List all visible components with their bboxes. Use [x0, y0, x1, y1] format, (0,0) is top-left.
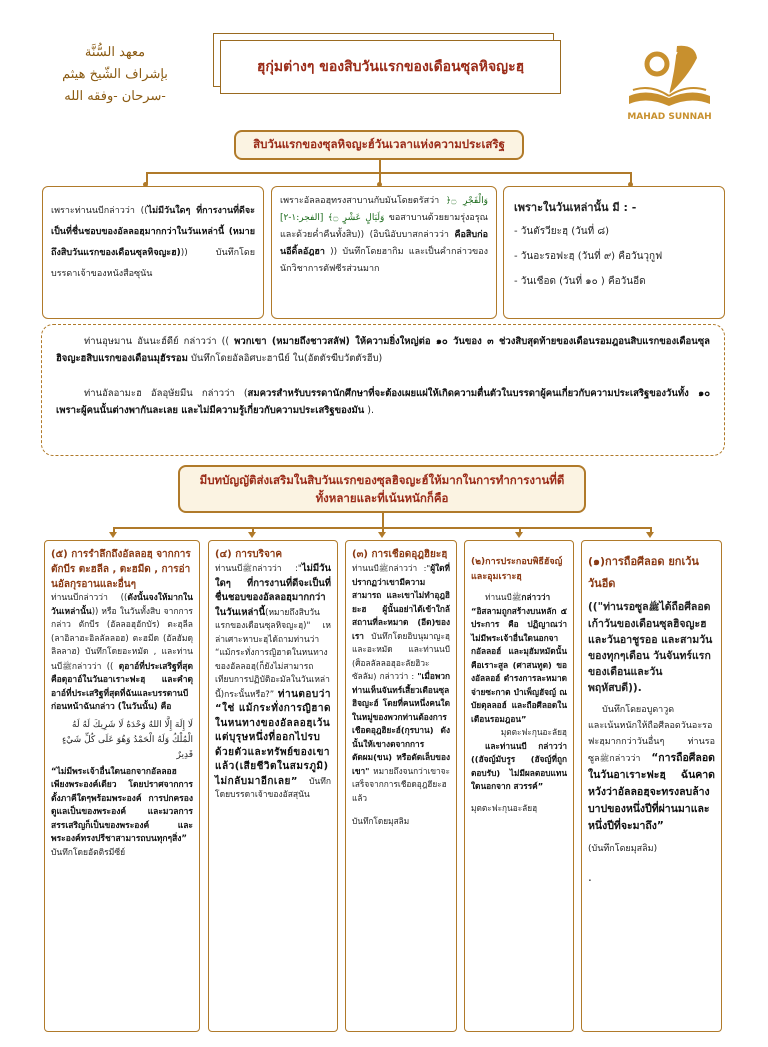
- reason-box-days: [503, 186, 725, 319]
- muslim-ref: (บันทึกโดยมุสลิม): [588, 844, 658, 854]
- reason-hadith-text: เพราะท่านนบีกล่าวว่า ((ไม่มีวันใดๆ ที่การงานที่ดีจะเป็นที่ชื่นชอบของอัลลอฮฺมากกว่าในวันเหล่านี้ (หมายถึงสิบวันแรกของเดือนซุลหิจญะฮ))) บันทึกโดยบรรดาเจ้าของหนังสือซุนัน: [51, 206, 256, 279]
- quran-verse: ﴿وَالْفَجْرِ ۝ وَلَيَالٍ عَشْرٍ ۝﴾ [الفجر:١-٢]: [280, 196, 488, 223]
- section2-heading-line2: ทั้งหลายและที่เน้นหนักก็คือ: [315, 491, 449, 505]
- practice-charity: [208, 540, 338, 1032]
- practice-charity-heading: (๔) การบริจาค: [215, 549, 283, 560]
- bukhari-muslim-ref: มุตตะฟะกุนอะลัยฮฺ: [471, 802, 538, 813]
- practice-hajj: [464, 540, 574, 1032]
- section1-heading: สิบวันแรกของซุลหิจญะฮ์วันเวลาแห่งความประเสริฐ: [234, 130, 524, 160]
- quote-uthaymeen: ท่านอัลอามะฮ อัลอุษัยมีน กล่าวว่า (สมควรสำหรับบรรดานักศึกษาที่จะต้องเผยแผ่ให้เกิดความตื่นตัวในบรรดาผู้คนเกี่ยวกับความประเสริฐของวันทั้ง ๑๐ เพราะผู้คนนั้นต่างพากันละเลย และไม่มีความรู้เกี่ยวกับความประเสริฐของมัน ).: [56, 388, 710, 416]
- section2-heading: [178, 465, 586, 513]
- days-title: เพราะในวันเหล่านั้น มี : -: [514, 201, 637, 214]
- tirmidhi-ref: บันทึกโดยอัตติรมีซีย์: [51, 847, 126, 858]
- salawat-icon: ﷺ: [62, 661, 72, 671]
- bukhari-muslim-ref: มุตตะฟะกุนอะลัยฮฺ: [500, 727, 567, 737]
- arabic-line-2: بإشراف الشّيخ هيثم: [62, 67, 168, 82]
- practice-dhikr-text: ท่านนบีกล่าวว่า ((ดังนั้นจงให้มากในวันเหล่านั้น)) หรือ ในวันทั้งสิบ จากการกล่าว ตักบีร (อัลลอฮุอักบัร) ตะฮฺลีล (ลาอิลาฮะอิลลัลลอฮ) ตะฮมีด (อัลฮัมดุลิลลาฮ) บันทึกโดยอะหมัด , และท่านนบีﷺกล่าวว่า (( ดุอาอ์ที่ประเสริฐที่สุดคือดุอาอ์ในวันอาเราะฟะฮฺ และคำดุอาอ์ที่ประเสริฐที่สุดที่ฉันและบรรดานบีก่อนหน้าฉันกล่าว (ในวันนั้น) คือ: [51, 593, 193, 712]
- practice-fasting: [581, 540, 722, 1032]
- end-dot: .: [588, 869, 592, 884]
- institute-name: [40, 42, 190, 108]
- practice-dhikr-heading: (๕) การรำลึกถึงอัลลอฮฺ จากการตักบีร ตะฮลีล , ตะฮมีด , การอ่านอัลกุรอานและอื่นๆ: [51, 549, 191, 590]
- salawat-icon: ﷺ: [378, 564, 389, 573]
- day-item: - วันตัรวียะฮฺ (วันที่ ๘): [514, 226, 609, 237]
- practice-udhiyah-text: ท่านนบีﷺกล่าวว่า :"ผู้ใดที่ปรากฏว่าเขามีความสามารถ และเขาไม่ทำอุฎฮิยะฮ ผู้นั้นอย่าได้เข้าใกล้สถานที่ละหมาด (อีด)ของเรา บันทึกโดยอิบนุมาญะฮฺและอะหมัด และท่านนบี (ศ็อลลัลลอฮุอะลัยฮิวะซัลลัม) กล่าวว่า : "เมื่อพวกท่านเห็นจันทร์เสี้ยวเดือนซุลฮิจญะฮ์ โดยที่คนหนึ่งคนใดในหมู่ของพวกท่านต้องการเชือดอุฎฮิยะฮ์(กุรบาน) ดังนั้นให้เขางดจากการตัดผม(ขน) หรือตัดเล็บของเขา" หมายถึงจนกว่าเขาจะเสร็จจากการเชือดอุฎฮียะฮแล้ว: [352, 563, 450, 803]
- arabic-line-1: معهد السُّنَّة: [84, 45, 146, 60]
- abu-dawud-ref: บันทึกโดยอบูดาวูด: [602, 705, 675, 715]
- hajj-mabrur: และท่านนบี กล่าวว่า ((ฮัจญ์มับรูร (ฮัจญ์ที่ถูกตอบรับ) ไม่มีผลตอบแทนใดนอกจาก สวรรค์”: [471, 740, 567, 791]
- practice-charity-text: ท่านนบีﷺกล่าวว่า :"ไม่มีวันใดๆ ที่การงานที่ดีจะเป็นที่ชื่นชอบของอัลลอฮฺมากกว่าในวันเหล่านี้(หมายถึงสิบวันแรกของเดือนซุลหิจญะฮฺ)" เหล่าเศาะหาบะฮฺได้ถามท่านว่า “แม้กระทั่งการญิฮาดในหนทางของอัลลอฮฺ(ก็ยังไม่สามารถเทียบการปฏิบัติอะมัลในวันเหล่านี้)กระนั้นหรือ?” ท่านตอบว่า “ใช่ แม้กระทั่งการญิฮาดในหนทางของอัลลอฮฺเว้นแต่บุรุษหนึ่งที่ออกไปรบด้วยตัวและทรัพย์ของเขาแล้ว(เสียชีวิตในสมรภูมิ) ไม่กลับมาอีกเลย” บันทึกโดยบรรดาเจ้าของอัสสุนัน: [215, 563, 331, 800]
- salawat-icon: ﷺ: [648, 603, 660, 613]
- practice-udhiyah: [345, 540, 457, 1032]
- salawat-icon: ﷺ: [511, 593, 522, 602]
- reason-box-hadith: [42, 186, 264, 319]
- logo-text: MAHAD SUNNAH: [627, 112, 712, 122]
- reason-box-oath: [271, 186, 497, 319]
- arafah-emphasis: และเน้นหนักให้ถือศีลอดวันอะรอฟะฮฺมากกว่าวันอื่นๆ ท่านรอซูลﷺกล่าวว่า “การถือศีลอดในวันอาเราะฟะฮฺ ฉันคาดหวังว่าอัลลอฮฺจะทรงลบล้างบาปของหนึ่งปีที่ผ่านมาและหนึ่งปีที่จะมาถึง”: [588, 721, 715, 832]
- tahlil-arabic: لَا إِلَهَ إِلَّا اللهُ وَحْدَهُ لَا شَرِيكَ لَهُ لَهُ الْمُلْكُ وَلَهُ الْحَمْدُ وَهُوَ عَلَى كُلِّ شَيْءٍ قَدِيرٌ: [61, 719, 193, 760]
- practice-hajj-text: ท่านนบีﷺกล่าวว่า “อิสลามถูกสร้างบนหลัก ๕ ประการ คือ ปฏิญาณว่า ไม่มีพระเจ้าอื่นใดนอกจากอัลลอฮ์ และมุฮัมหมัดนั้นคือเราะสูล (ศาสนทูต) ของอัลลอฮ์ ดำรงการละหมาด จ่ายซะกาต บำเพ็ญฮัจญ์ ณ บัยตุลลอฮ์ และถือศีลอดในเดือนรอมฎอน”: [471, 592, 567, 724]
- fasting-hadith: (("ท่านรอซูลﷺได้ถือศีลอดเก้าวันของเดือนซุลฮิจญะฮ และวันอาชูรออ และสามวันของทุกๆเดือน วันจันทร์แรกของเดือนและวันพฤหัสบดี)).: [588, 601, 713, 694]
- quote-uthman: ท่านอุษมาน อันนะฮ์ดีย์ กล่าวว่า (( พวกเขา (หมายถึงชาวสลัฟ) ให้ความยิ่งใหญ่ต่อ ๑๐ วันของ ๓ ช่วงสิบสุดท้ายของเดือนรอมฎอนสิบแรกของเดือนซุลฮิจญะฮสิบแรกของเดือนมุฮัรรอม บันทึกโดยอัลอิศบะฮานีย์ ใน(อัตตัรฆีบวัตตัรฮีบ): [56, 336, 711, 364]
- reason-oath-text: เพราะอัลลอฮฺทรงสาบานกับมันโดยตรัสว่า ﴿وَالْفَجْرِ ۝ وَلَيَالٍ عَشْرٍ ۝﴾ [الفجر:١-٢] ขอสาบานด้วยยามรุ่งอรุณ และด้วยค่ำคืนทั้งสิบ)) (อิบนิอับบาสกล่าวว่า คือสิบก่อนอีดิ้ลอัฎฮา )) บันทึกโดยฮากิม และเป็นคำกล่าวของนักวิชาการตัฟซีรส่วนมาก: [280, 196, 489, 274]
- practice-dhikr: [44, 540, 200, 1032]
- page-title: ฮุกุ่มต่างๆ ของสิบวันแรกของเดือนซุลหิจญะฮฺ: [220, 40, 561, 94]
- practice-fasting-heading: (๑)การถือศีลอด ยกเว้น วันอีด: [588, 555, 699, 590]
- salawat-icon: ﷺ: [599, 754, 610, 763]
- logo: [617, 38, 722, 130]
- practice-hajj-heading: (๒)การประกอบพิธีฮัจญ์และอุมเราะฮฺ: [471, 557, 563, 582]
- quotes-box: [41, 324, 725, 456]
- day-item: - วันเชือด (วันที่ ๑๐ ) คือวันอีด: [514, 276, 646, 287]
- salawat-icon: ﷺ: [242, 564, 253, 573]
- section2-heading-line1: มีบทบัญญัติส่งเสริมในสิบวันแรกของซุลฮิจญะฮ์ให้มากในการทำการงานที่ดี: [199, 473, 565, 487]
- day-item: - วันอะรอฟะฮฺ (วันที่ ๙) คือวันวุกูฟ: [514, 251, 663, 262]
- arabic-line-3: سرحان -وفقه الله-: [64, 89, 166, 104]
- muslim-ref: บันทึกโดยมุสลิม: [352, 816, 410, 826]
- tahlil-meaning: “ไม่มีพระเจ้าอื่นใดนอกจากอัลลอฮเพียงพระองค์เดียว โดยปราศจากการตั้งภาคีใดๆพร้อมพระองค์ การปกครองดูแลเป็นของพระองค์ และมวลการสรรเสริญก็เป็นของพระองค์ และพระองค์ทรงปรีชาสามารถบนทุกๆสิ่ง”: [51, 766, 193, 844]
- practice-udhiyah-heading: (๓) การเชือดอุฎฮิยะฮฺ: [352, 549, 448, 560]
